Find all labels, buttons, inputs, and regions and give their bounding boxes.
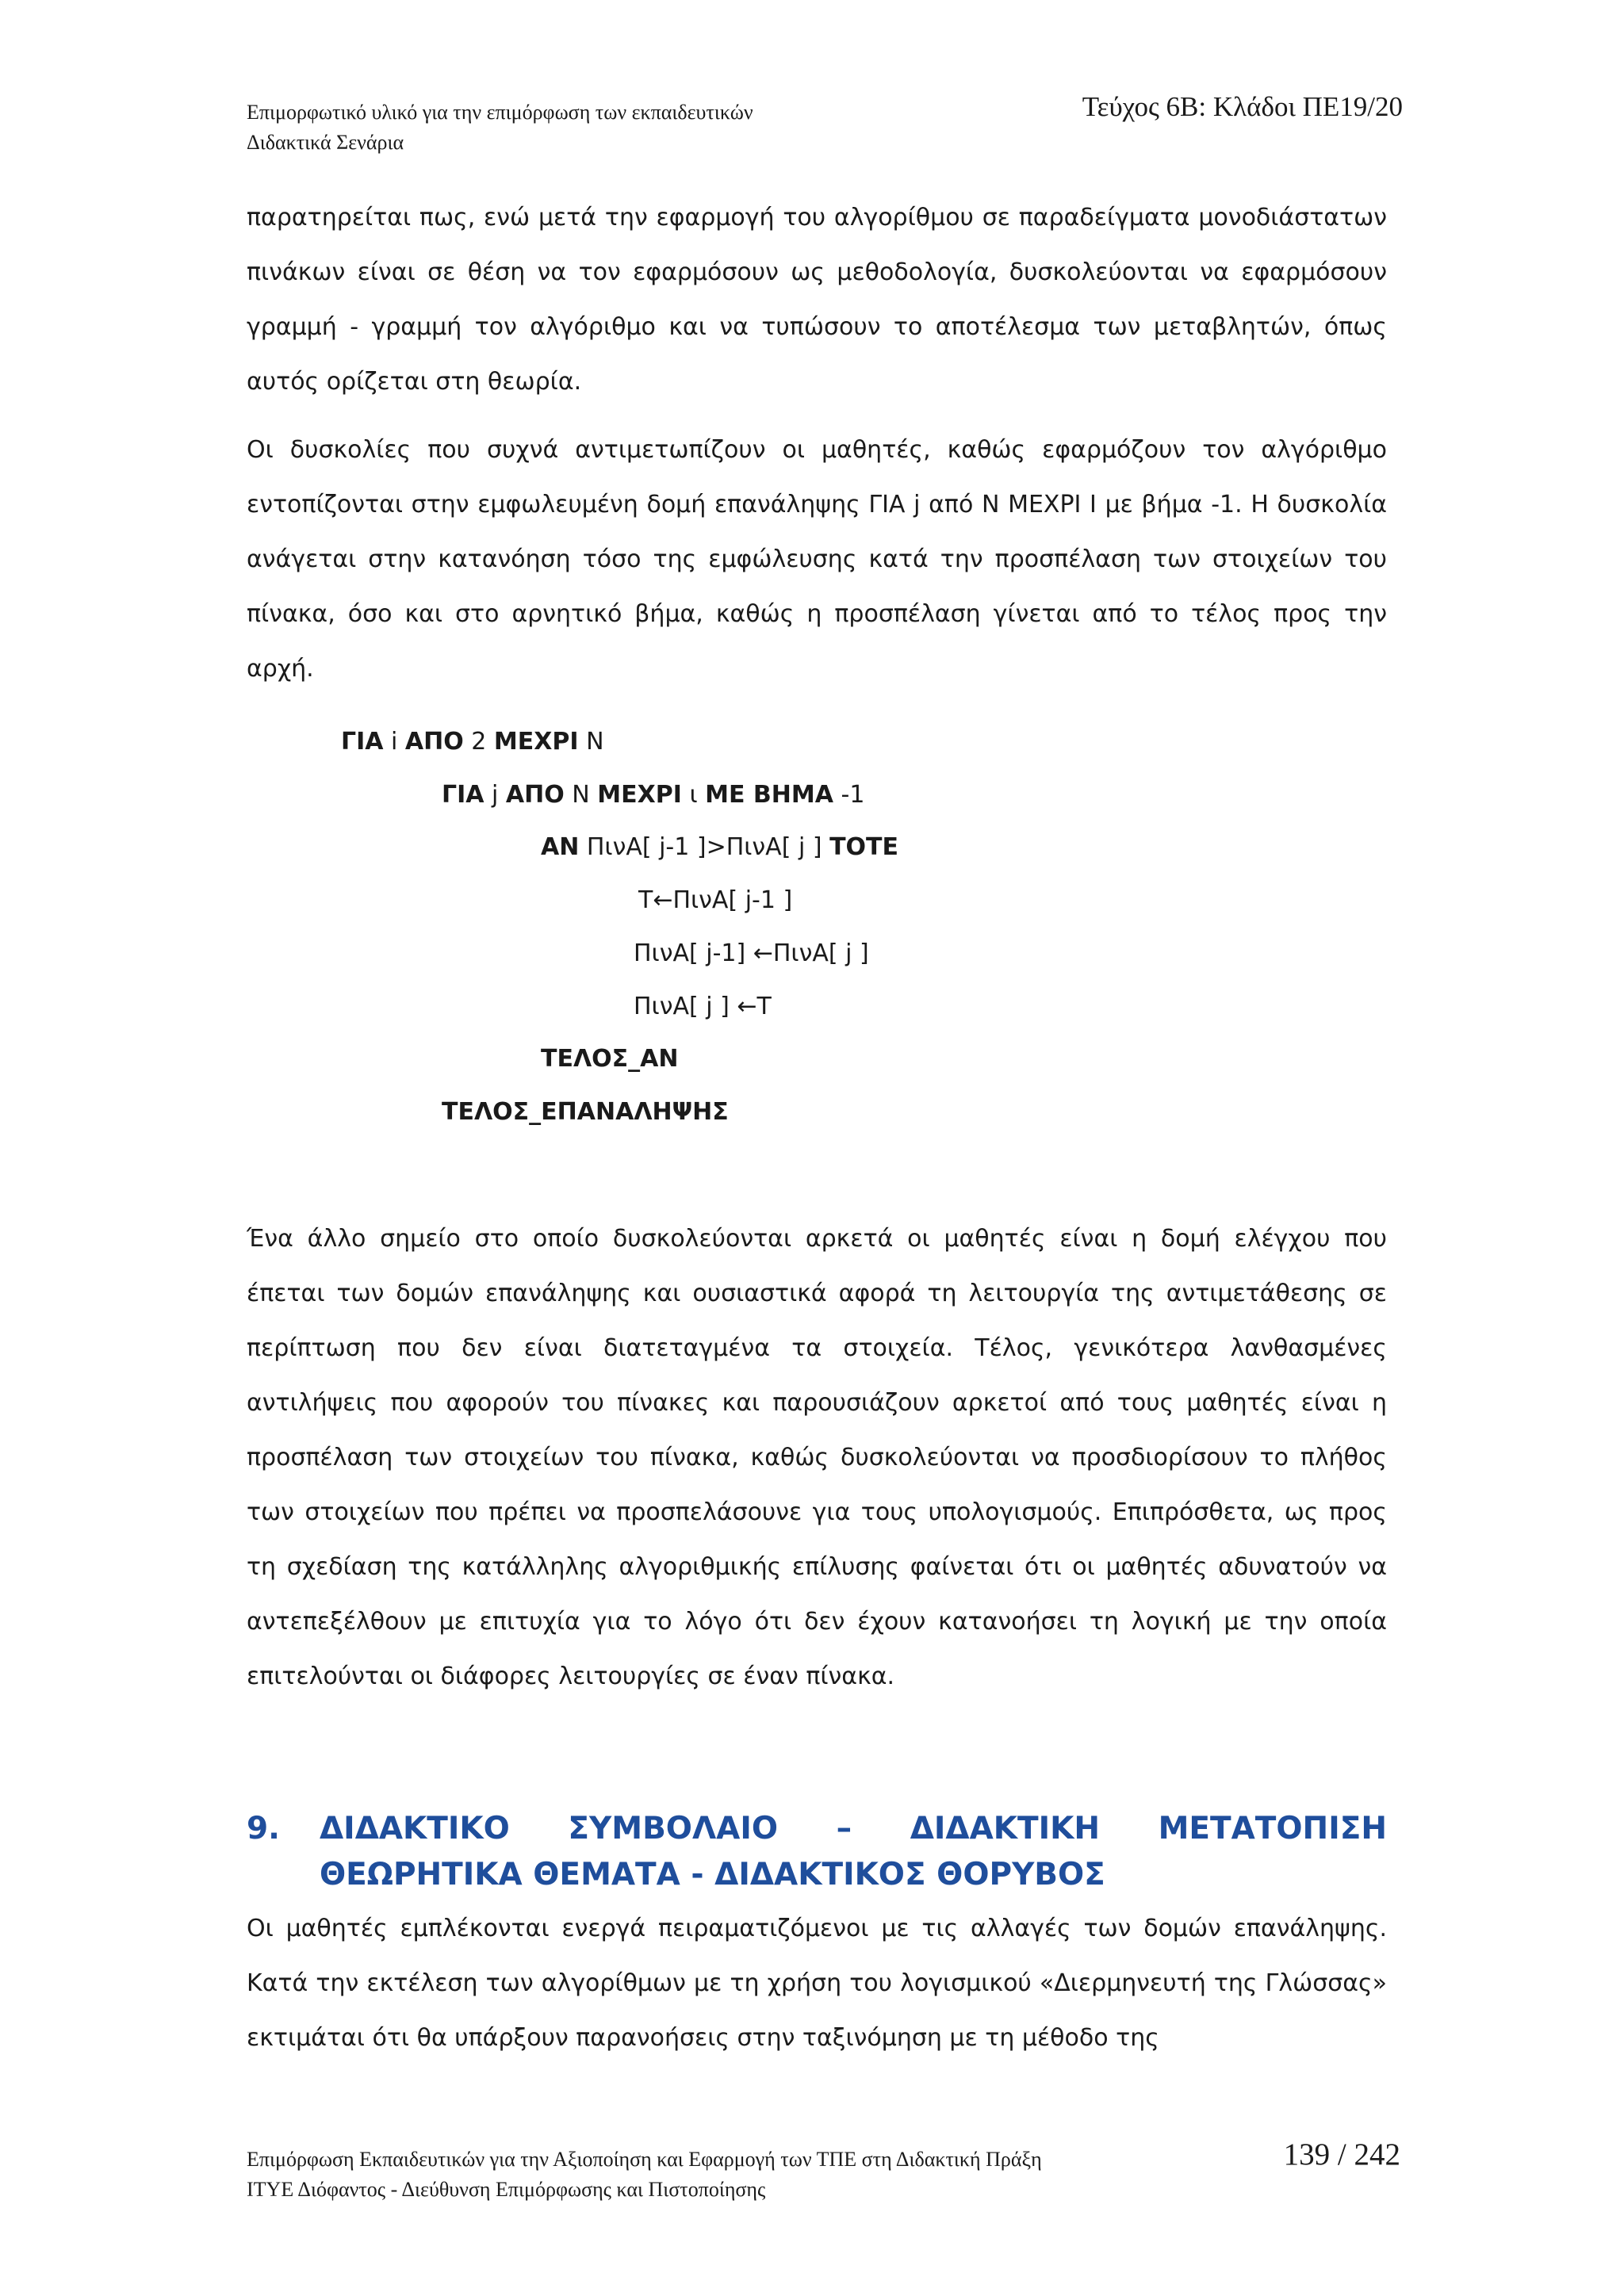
code-line-7: ΤΕΛΟΣ_ΑΝ (541, 1045, 679, 1073)
code-line-6: ΠινΑ[ j ] ←Τ (634, 993, 772, 1020)
footer-line-2: ΙΤΥΕ Διόφαντος - Διεύθυνση Επιμόρφωσης και Πιστοποίησης (247, 2178, 766, 2201)
paragraph-1: παρατηρείται πως, ενώ μετά την εφαρμογή του αλγορίθμου σε παραδείγματα μονοδιάστατων πινάκων είναι σε θέση να τον εφαρμόσουν ως μεθοδολογία, δυσκολεύονται να εφαρμόσουν γραμμή - γραμμή τον αλγόριθμο και να τυπώσουν το αποτέλεσμα των μεταβλητών, όπως αυτός ορίζεται στη θεωρία. (247, 204, 1387, 396)
code-line-1: ΓΙΑ i ΑΠΟ 2 ΜΕΧΡΙ Ν (341, 728, 604, 756)
header-subtitle: Διδακτικά Σενάρια (247, 131, 404, 154)
paragraph-3: Ένα άλλο σημείο στο οποίο δυσκολεύονται αρκετά οι μαθητές είναι η δομή ελέγχου που έπεται των δομών επανάληψης και ουσιαστικά αφορά τη λειτουργία της αντιμετάθεσης σε περίπτωση που δεν είναι διατεταγμένα τα στοιχεία. Τέλος, γενικότερα λανθασμένες αντιλήψεις που αφορούν του πίνακες και παρουσιάζουν αρκετοί από τους μαθητές είναι η προσπέλαση των στοιχείων του πίνακα, καθώς δυσκολεύονται να προσδιορίσουν το πλήθος των στοιχείων που πρέπει να προσπελάσουνε για τους υπολογισμούς. Επιπρόσθετα, ως προς τη σχεδίαση της κατάλληλης αλγοριθμικής επίλυσης φαίνεται ότι οι μαθητές αδυνατούν να αντεπεξέλθουν με επιτυχία για το λόγο ότι δεν έχουν κατανοήσει τη λογική με την οποία επιτελούνται οι διάφορες λειτουργίες σε έναν πίνακα. (247, 1225, 1387, 1690)
paragraph-4: Οι μαθητές εμπλέκονται ενεργά πειραματιζόμενοι με τις αλλαγές των δομών επανάληψης. Κατά την εκτέλεση των αλγορίθμων με τη χρήση του λογισμικού «Διερμηνευτή της Γλώσσας» εκτιμάται ότι θα υπάρξουν παρανοήσεις στην ταξινόμηση με τη μέθοδο της (247, 1915, 1387, 2052)
code-line-8: ΤΕΛΟΣ_ΕΠΑΝΑΛΗΨΗΣ (442, 1098, 729, 1126)
page-number: 139 / 242 (1283, 2137, 1400, 2172)
running-footer (247, 2145, 1042, 2205)
code-line-5: ΠινΑ[ j-1] ←ΠινΑ[ j ] (634, 939, 869, 967)
code-line-4: Τ←ΠινΑ[ j-1 ] (638, 886, 793, 914)
code-line-3: ΑΝ ΠινΑ[ j-1 ]>ΠινΑ[ j ] ΤΟΤΕ (541, 833, 898, 861)
section-number: 9. (247, 1811, 280, 1846)
code-line-2: ΓΙΑ j ΑΠΟ Ν ΜΕΧΡΙ ι ΜΕ ΒΗΜΑ -1 (442, 781, 865, 809)
footer-line-1: Επιμόρφωση Εκπαιδευτικών για την Αξιοποίηση και Εφαρμογή των ΤΠΕ στη Διδακτική Πράξη (247, 2148, 1042, 2171)
header-issue: Τεύχος 6Β: Κλάδοι ΠΕ19/20 (1082, 91, 1403, 122)
paragraph-2: Οι δυσκολίες που συχνά αντιμετωπίζουν οι μαθητές, καθώς εφαρμόζουν τον αλγόριθμο εντοπίζονται στην εμφωλευμένη δομή επανάληψης ΓΙΑ j από Ν ΜΕΧΡΙ Ι με βήμα -1. Η δυσκολία ανάγεται στην κατανόηση τόσο της εμφώλευσης κατά την προσπέλαση των στοιχείων του πίνακα, όσο και στο αρνητικό βήμα, καθώς η προσπέλαση γίνεται από το τέλος προς την αρχή. (247, 436, 1387, 683)
section-title: ΔΙΔΑΚΤΙΚΟ ΣΥΜΒΟΛΑΙΟ – ΔΙΔΑΚΤΙΚΗ ΜΕΤΑΤΟΠΙΣΗ ΘΕΩΡΗΤΙΚΑ ΘΕΜΑΤΑ - ΔΙΔΑΚΤΙΚΟΣ ΘΟΡΥΒΟΣ (320, 1811, 1387, 1892)
header-title: Επιμορφωτικό υλικό για την επιμόρφωση των εκπαιδευτικών (247, 101, 753, 124)
running-header (247, 98, 753, 158)
